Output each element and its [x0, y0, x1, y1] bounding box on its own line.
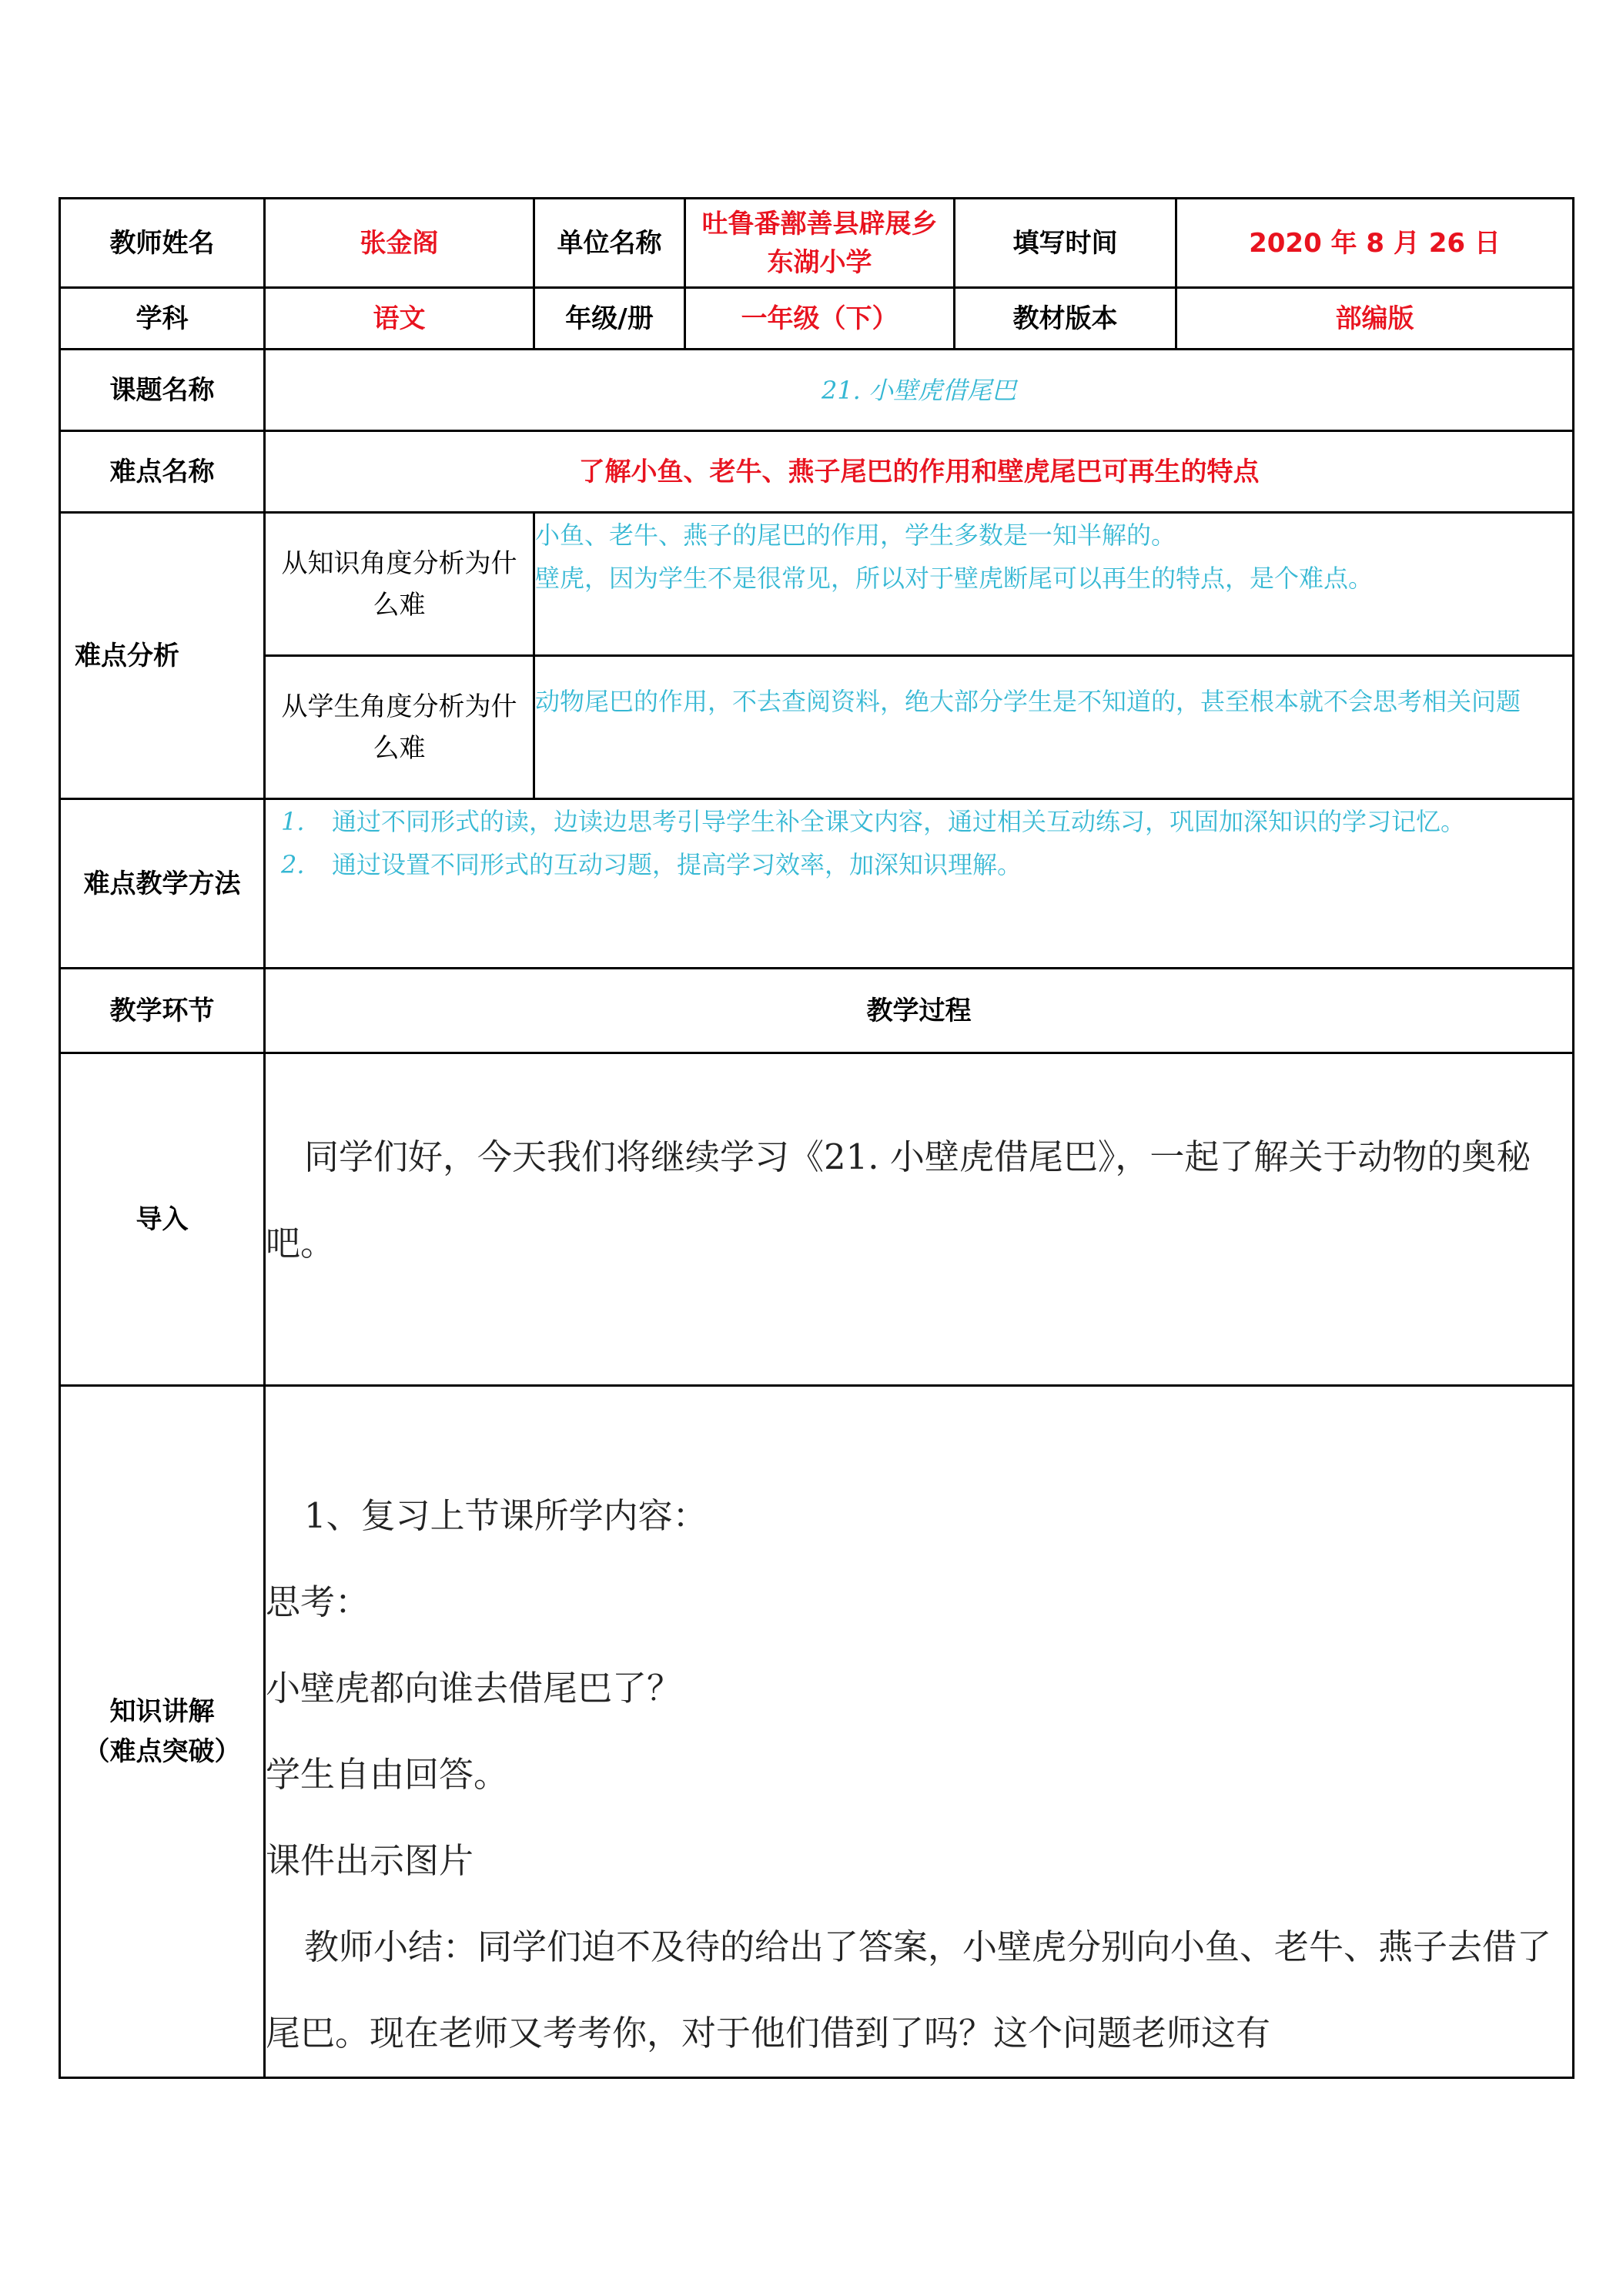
knowledge-content [265, 1386, 1574, 2078]
knowledge-row [60, 1386, 1574, 2078]
method-text: 通过不同形式的读，边读边思考引导学生补全课文内容，通过相关互动练习，巩固加深知识的学习记忆。 [332, 807, 1466, 836]
difficulty-label: 难点名称 [60, 431, 265, 513]
student-angle-text: 动物尾巴的作用，不去查阅资料，绝大部分学生是不知道的，甚至根本就不会思考相关问题 [534, 656, 1574, 799]
topic-value: 21. 小壁虎借尾巴 [265, 350, 1574, 431]
lesson-plan-table [59, 197, 1574, 2079]
header-row-2 [60, 288, 1574, 350]
methods-row [60, 799, 1574, 969]
edition-label: 教材版本 [955, 288, 1176, 350]
method-number: 1. [281, 807, 305, 836]
difficulty-row [60, 431, 1574, 513]
analysis-row-knowledge [60, 513, 1574, 656]
intro-row [60, 1053, 1574, 1386]
methods-content [265, 799, 1574, 969]
knowledge-line: 课件出示图片 [266, 1840, 474, 1881]
topic-label: 课题名称 [60, 350, 265, 431]
student-angle-label: 从学生角度分析为什么难 [265, 656, 534, 799]
header-row-1 [60, 199, 1574, 288]
knowledge-line: 学生自由回答。 [266, 1754, 509, 1795]
date-value: 2020 年 8 月 26 日 [1176, 199, 1574, 288]
method-text: 通过设置不同形式的互动习题，提高学习效率，加深知识理解。 [332, 850, 1022, 879]
knowledge-label-line1: 知识讲解 [109, 1696, 215, 1727]
knowledge-line: 思考： [266, 1581, 370, 1622]
method-item-2 [281, 843, 1557, 886]
knowledge-label-line2: （难点突破） [83, 1736, 241, 1767]
date-label: 填写时间 [955, 199, 1176, 288]
process-label: 教学过程 [265, 969, 1574, 1053]
difficulty-value: 了解小鱼、老牛、燕子尾巴的作用和壁虎尾巴可再生的特点 [265, 431, 1574, 513]
subject-value: 语文 [265, 288, 534, 350]
grade-label: 年级/册 [534, 288, 685, 350]
subject-label: 学科 [60, 288, 265, 350]
knowledge-angle-text: 小鱼、老牛、燕子的尾巴的作用，学生多数是一知半解的。 壁虎，因为学生不是很常见，所以对于壁虎断尾可以再生的特点，是个难点。 [534, 513, 1574, 656]
analysis-row-student [60, 656, 1574, 799]
knowledge-angle-label: 从知识角度分析为什么难 [265, 513, 534, 656]
teacher-label: 教师姓名 [60, 199, 265, 288]
grade-value: 一年级（下） [685, 288, 955, 350]
unit-value: 吐鲁番鄯善县辟展乡东湖小学 [685, 199, 955, 288]
intro-text: 同学们好，今天我们将继续学习《21. 小壁虎借尾巴》，一起了解关于动物的奥秘吧。 [265, 1053, 1574, 1386]
edition-value: 部编版 [1176, 288, 1574, 350]
methods-list [266, 800, 1572, 886]
knowledge-line: 小壁虎都向谁去借尾巴了？ [266, 1668, 682, 1709]
knowledge-line: 教师小结：同学们迫不及待的给出了答案，小壁虎分别向小鱼、老牛、燕子去借了尾巴。现在老师又考考你，对于他们借到了吗？这个问题老师这有 [266, 1926, 1552, 2053]
unit-label: 单位名称 [534, 199, 685, 288]
teacher-value: 张金阁 [265, 199, 534, 288]
method-number: 2. [281, 850, 305, 879]
methods-label: 难点教学方法 [60, 799, 265, 969]
stage-label: 教学环节 [60, 969, 265, 1053]
knowledge-line: 1、复习上节课所学内容： [304, 1495, 708, 1536]
topic-row [60, 350, 1574, 431]
method-item-1 [281, 800, 1557, 843]
knowledge-label [60, 1386, 265, 2078]
process-header-row [60, 969, 1574, 1053]
intro-label: 导入 [60, 1053, 265, 1386]
analysis-label: 难点分析 [60, 513, 265, 799]
